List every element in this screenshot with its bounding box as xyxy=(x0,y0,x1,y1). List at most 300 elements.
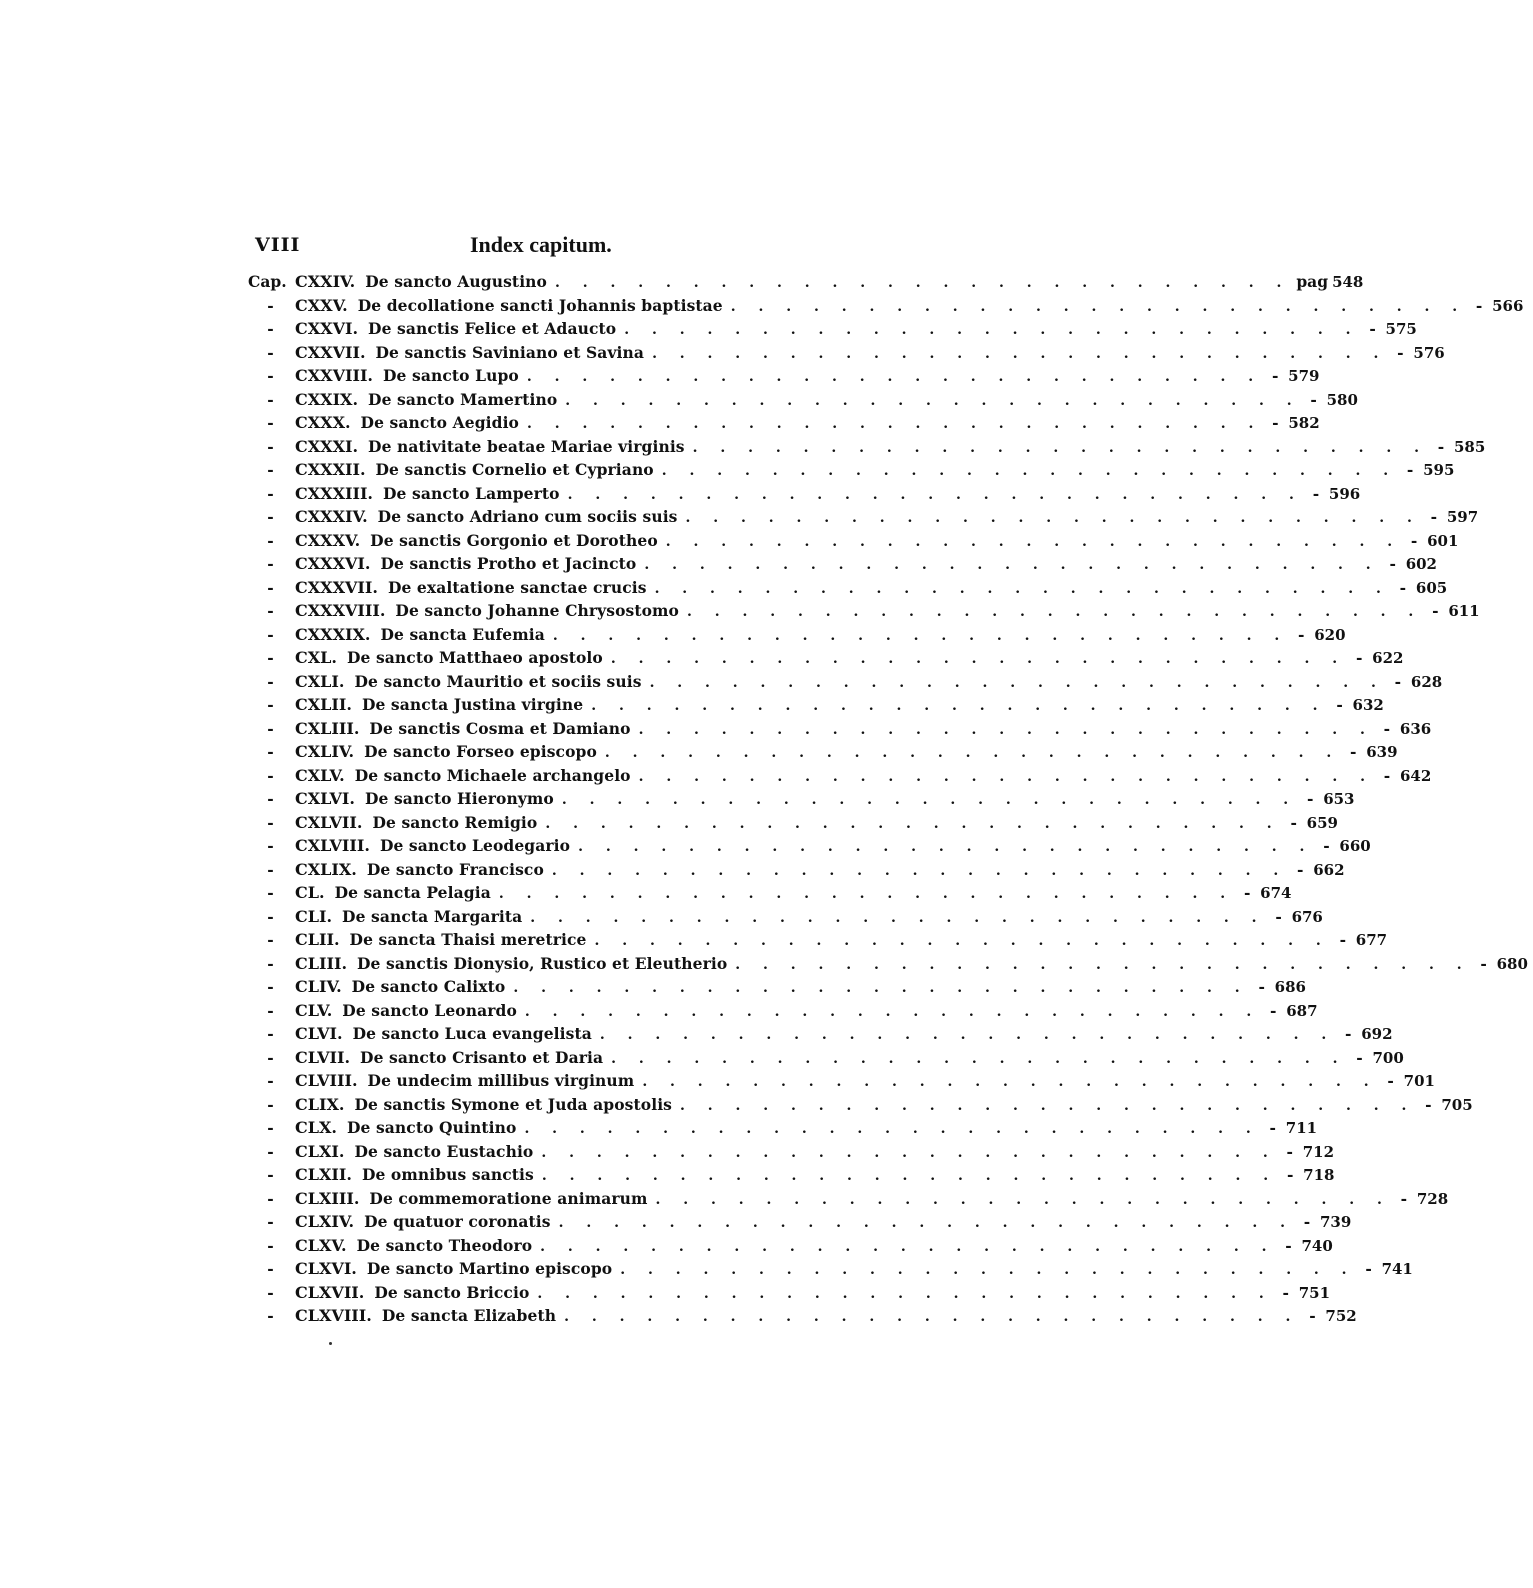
page-number: 712 xyxy=(1302,1142,1335,1161)
entry-lead: - xyxy=(267,1118,274,1137)
page-number: 659 xyxy=(1306,813,1338,832)
page-number: 580 xyxy=(1326,390,1358,409)
ditto-dash: - xyxy=(1271,366,1279,385)
chapter-number: CXXXIX. xyxy=(295,624,371,644)
dot-leader: . . . . . . . . . . . . . . . . . . . . . . . . . . . xyxy=(604,745,1341,761)
entry-lead: - xyxy=(267,530,274,550)
entry-lead: - xyxy=(267,366,274,385)
ditto-dash: - xyxy=(1387,1071,1394,1090)
chapter-number: CLXIV. xyxy=(295,1212,355,1231)
dot-leader: . . . . . . . . . . . . . . . . . . . . . . . . . . . xyxy=(610,651,1347,667)
chapter-title: De sancto Lupo xyxy=(383,366,519,385)
toc-entry xyxy=(248,624,1346,649)
dot-leader: . . . . . . . . . . . . . . . . . . . . . . . . . . . xyxy=(638,768,1374,785)
page-number: 728 xyxy=(1416,1189,1449,1208)
toc-entry xyxy=(248,836,1371,860)
chapter-title: De sancto Eustachio xyxy=(354,1141,534,1161)
page-number: 632 xyxy=(1352,696,1384,714)
toc-entry xyxy=(248,530,1459,555)
toc-entry xyxy=(248,436,1486,461)
chapter-title: De sanctis Gorgonio et Dorotheo xyxy=(370,530,658,550)
ditto-dash: - xyxy=(1286,1141,1293,1161)
page-number: 692 xyxy=(1361,1025,1393,1043)
running-head xyxy=(255,232,845,258)
entry-lead: - xyxy=(267,1094,274,1114)
chapter-title: De sancto Theodoro xyxy=(356,1235,533,1255)
toc-entry xyxy=(248,342,1445,367)
page-number: 611 xyxy=(1448,602,1480,620)
ditto-dash: - xyxy=(1365,1259,1372,1278)
ditto-dash: - xyxy=(1397,342,1404,362)
chapter-number: CLXVI. xyxy=(295,1259,357,1278)
dot-leader: . . . . . . . . . . . . . . . . . . . . . . . . . . . xyxy=(686,604,1423,620)
page-number: 548 xyxy=(1332,273,1364,291)
chapter-number: CLIV. xyxy=(295,977,342,996)
ditto-dash: - xyxy=(1394,671,1402,691)
entry-lead: - xyxy=(267,1212,274,1231)
page-number: 579 xyxy=(1288,367,1320,385)
page-number: 718 xyxy=(1303,1166,1335,1184)
page-prefix: pag xyxy=(1296,272,1329,291)
table-of-contents xyxy=(248,272,1528,1330)
toc-entry xyxy=(248,906,1323,931)
chapter-number: CXLVII. xyxy=(295,812,363,832)
toc-entry xyxy=(248,460,1455,484)
page-number: 601 xyxy=(1427,531,1459,550)
toc-entry xyxy=(248,1165,1335,1189)
chapter-number: CLXV. xyxy=(295,1235,347,1255)
ditto-dash: - xyxy=(1306,789,1314,808)
dot-leader: . . . . . . . . . . . . . . . . . . . . . . . . . . . xyxy=(735,956,1471,973)
ditto-dash: - xyxy=(1290,812,1297,832)
ditto-dash: - xyxy=(1270,1000,1277,1020)
toc-entry xyxy=(248,648,1404,672)
chapter-title: De sancto Augustino xyxy=(365,272,547,291)
dot-leader: . . . . . . . . . . . . . . . . . . . . . . . . . . . xyxy=(564,1309,1300,1325)
ditto-dash: - xyxy=(1400,1188,1408,1208)
toc-entry xyxy=(248,577,1448,602)
dot-leader: . . . . . . . . . . . . . . . . . . . . . . . . . . . xyxy=(524,1003,1261,1020)
chapter-title: De sanctis Saviniano et Savina xyxy=(375,342,645,362)
ditto-dash: - xyxy=(1432,601,1439,620)
ditto-dash: - xyxy=(1303,1212,1311,1231)
chapter-number: CXXXI. xyxy=(295,436,359,456)
page-number: 739 xyxy=(1319,1213,1352,1231)
ditto-dash: - xyxy=(1336,695,1343,714)
entry-lead: - xyxy=(267,930,274,949)
chapter-number: CLVI. xyxy=(295,1024,343,1043)
chapter-title: De sancta Pelagia xyxy=(334,883,491,902)
dot-leader: . . . . . . . . . . . . . . . . . . . . . . . . . . . xyxy=(541,1168,1278,1184)
entry-lead: - xyxy=(267,342,274,362)
page-number: 596 xyxy=(1328,484,1361,503)
dot-leader: . . . . . . . . . . . . . . . . . . . . . . . . . . . xyxy=(513,980,1249,996)
chapter-title: De sancto Aegidio xyxy=(360,413,519,432)
chapter-number: CXXXV. xyxy=(295,530,361,550)
chapter-title: De sancta Eufemia xyxy=(380,624,545,644)
entry-lead: - xyxy=(267,695,274,714)
chapter-number: CXLI. xyxy=(295,671,345,691)
chapter-title: De sanctis Cosma et Damiano xyxy=(369,718,631,738)
chapter-title: De sancta Thaisi meretrice xyxy=(349,930,587,949)
page-number: 653 xyxy=(1323,790,1355,808)
chapter-number: CXXXIV. xyxy=(295,507,368,526)
toc-entry xyxy=(248,483,1361,508)
ditto-dash: - xyxy=(1350,742,1357,761)
page-number: 705 xyxy=(1441,1095,1473,1114)
chapter-title: De sancta Elizabeth xyxy=(381,1306,557,1325)
toc-entry xyxy=(248,1235,1333,1260)
chapter-title: De sancto Briccio xyxy=(374,1282,530,1302)
toc-entry xyxy=(248,671,1443,696)
toc-entry xyxy=(248,883,1292,907)
toc-entry xyxy=(248,1188,1449,1213)
ditto-dash: - xyxy=(1243,883,1251,902)
ditto-dash: - xyxy=(1339,930,1347,949)
ditto-dash: - xyxy=(1389,554,1396,573)
dot-leader: . . . . . . . . . . . . . . . . . . . . . . . . . . . xyxy=(730,298,1467,315)
ditto-dash: - xyxy=(1406,460,1414,479)
entry-lead: - xyxy=(267,624,274,644)
toc-entry xyxy=(248,1212,1352,1236)
chapter-title: De sancto Mamertino xyxy=(368,389,558,409)
toc-entry xyxy=(248,812,1338,837)
dot-leader: . . . . . . . . . . . . . . . . . . . . . . . . . . . xyxy=(526,369,1263,385)
entry-lead: - xyxy=(267,1165,274,1184)
ditto-dash: - xyxy=(1425,1094,1432,1114)
chapter-number: CXLVI. xyxy=(295,789,355,808)
page-number: 622 xyxy=(1372,649,1404,667)
page-number: 575 xyxy=(1385,320,1417,338)
chapter-number: CXXVI. xyxy=(295,319,359,338)
toc-entry xyxy=(248,695,1384,719)
dot-leader: . . . . . . . . . . . . . . . . . . . . . . . . . . . xyxy=(537,1285,1273,1302)
chapter-title: De nativitate beatae Mariae virginis xyxy=(368,436,685,456)
entry-lead: - xyxy=(267,883,274,902)
entry-lead: - xyxy=(267,1235,274,1255)
chapter-number: CLIII. xyxy=(295,953,348,973)
entry-lead: - xyxy=(267,977,274,996)
chapter-title: De sancto Francisco xyxy=(366,859,544,879)
dot-leader: . . . . . . . . . . . . . . . . . . . . . . . . . . . xyxy=(498,886,1235,902)
ditto-dash: - xyxy=(1430,507,1438,526)
entry-lead: - xyxy=(267,718,274,738)
page-number: 676 xyxy=(1291,907,1323,926)
chapter-number: CLXIII. xyxy=(295,1188,360,1208)
entry-lead: - xyxy=(267,295,274,315)
dot-leader: . . . . . . . . . . . . . . . . . . . . . . . . . . . xyxy=(611,1050,1347,1067)
page-number: 620 xyxy=(1314,625,1346,644)
chapter-title: De sancto Matthaeo apostolo xyxy=(346,648,603,667)
folio-number: VIII xyxy=(255,234,301,256)
page-number: 711 xyxy=(1285,1119,1318,1137)
dot-leader: . . . . . . . . . . . . . . . . . . . . . . . . . . . xyxy=(644,557,1380,573)
chapter-title: De sancta Justina virgine xyxy=(361,695,584,714)
dot-leader: . . . . . . . . . . . . . . . . . . . . . . . . . . . xyxy=(558,1215,1294,1231)
page-number: 686 xyxy=(1274,978,1306,996)
chapter-number: CXXXIII. xyxy=(295,483,373,503)
entry-lead: - xyxy=(267,1188,274,1208)
chapter-number: CXLII. xyxy=(295,695,352,714)
dot-leader: . . . . . . . . . . . . . . . . . . . . . . . . . . . xyxy=(524,1121,1260,1137)
entry-lead: - xyxy=(267,436,274,456)
entry-lead: Cap. xyxy=(248,272,287,291)
page-number: 677 xyxy=(1355,931,1388,949)
toc-entry xyxy=(248,413,1320,437)
toc-entry xyxy=(248,765,1432,790)
chapter-number: CXLIX. xyxy=(295,859,357,879)
entry-lead: - xyxy=(267,906,274,926)
ditto-dash: - xyxy=(1286,1165,1294,1184)
entry-lead: - xyxy=(267,554,274,573)
toc-entry xyxy=(248,718,1432,743)
dot-leader: . . . . . . . . . . . . . . . . . . . . . . . . . . . xyxy=(578,839,1314,855)
chapter-number: CLVII. xyxy=(295,1047,351,1067)
entry-lead: - xyxy=(267,1141,274,1161)
entry-lead: - xyxy=(267,483,274,503)
dot-leader: . . . . . . . . . . . . . . . . . . . . . . . . . . . xyxy=(638,721,1374,738)
toc-entry xyxy=(248,507,1479,531)
page-number: 687 xyxy=(1286,1001,1318,1020)
dot-leader: . . . . . . . . . . . . . . . . . . . . . . . . . . . xyxy=(599,1027,1336,1043)
entry-lead: - xyxy=(267,742,274,761)
chapter-number: CLXVII. xyxy=(295,1282,365,1302)
chapter-title: De exaltatione sanctae crucis xyxy=(387,577,647,597)
chapter-number: CXXX. xyxy=(295,413,351,432)
chapter-number: CXLIV. xyxy=(295,742,355,761)
chapter-number: CXXIX. xyxy=(295,389,359,409)
ditto-dash: - xyxy=(1258,977,1265,996)
ditto-dash: - xyxy=(1272,413,1279,432)
ink-speck xyxy=(329,1342,332,1345)
chapter-title: De sancto Luca evangelista xyxy=(352,1024,592,1043)
chapter-title: De sancto Johanne Chrysostomo xyxy=(395,601,679,620)
ditto-dash: - xyxy=(1312,483,1320,503)
dot-leader: . . . . . . . . . . . . . . . . . . . . . . . . . . . xyxy=(594,933,1330,949)
page-number: 602 xyxy=(1405,555,1437,573)
toc-entry xyxy=(248,1024,1393,1048)
entry-lead: - xyxy=(267,1259,274,1278)
entry-lead: - xyxy=(267,577,274,597)
entry-lead: - xyxy=(267,1282,274,1302)
chapter-number: CXXXVI. xyxy=(295,554,371,573)
dot-leader: . . . . . . . . . . . . . . . . . . . . . . . . . . . xyxy=(567,486,1303,503)
page-title: Index capitum. xyxy=(470,232,612,257)
toc-entry xyxy=(248,554,1437,578)
entry-lead: - xyxy=(267,460,274,479)
dot-leader: . . . . . . . . . . . . . . . . . . . . . . . . . . . xyxy=(642,1074,1378,1090)
page-number: 680 xyxy=(1496,954,1528,973)
dot-leader: . . . . . . . . . . . . . . . . . . . . . . . . . . . xyxy=(540,1238,1276,1255)
dot-leader: . . . . . . . . . . . . . . . . . . . . . . . . . . . xyxy=(527,416,1263,432)
entry-lead: - xyxy=(267,413,274,432)
toc-entry xyxy=(248,295,1524,320)
chapter-title: De sancto Leodegario xyxy=(379,836,571,855)
ditto-dash: - xyxy=(1399,577,1407,597)
chapter-title: De sancto Crisanto et Daria xyxy=(360,1047,604,1067)
toc-entry xyxy=(248,859,1345,884)
toc-entry xyxy=(248,742,1398,766)
ditto-dash: - xyxy=(1355,648,1363,667)
entry-lead: - xyxy=(267,389,274,409)
toc-entry xyxy=(248,1306,1357,1330)
chapter-number: CXXXII. xyxy=(295,460,366,479)
page-number: 597 xyxy=(1446,508,1479,526)
chapter-number: CXLVIII. xyxy=(295,836,370,855)
toc-entry xyxy=(248,1000,1318,1025)
ditto-dash: - xyxy=(1323,836,1330,855)
ditto-dash: - xyxy=(1275,906,1282,926)
toc-entry xyxy=(248,272,1364,296)
ditto-dash: - xyxy=(1285,1235,1292,1255)
ditto-dash: - xyxy=(1269,1118,1276,1137)
toc-entry xyxy=(248,1071,1435,1095)
dot-leader: . . . . . . . . . . . . . . . . . . . . . . . . . . . xyxy=(545,815,1281,832)
dot-leader: . . . . . . . . . . . . . . . . . . . . . . . . . . . xyxy=(655,1191,1391,1208)
chapter-number: CXL. xyxy=(295,648,337,667)
chapter-number: CLV. xyxy=(295,1000,333,1020)
page-number: 752 xyxy=(1325,1307,1357,1325)
entry-lead: - xyxy=(267,648,274,667)
page-number: 576 xyxy=(1413,343,1445,362)
chapter-number: CXXVII. xyxy=(295,342,366,362)
page-number: 741 xyxy=(1381,1260,1413,1278)
dot-leader: . . . . . . . . . . . . . . . . . . . . . . . . . . . xyxy=(624,322,1360,338)
entry-lead: - xyxy=(267,1000,274,1020)
chapter-title: De sanctis Symone et Juda apostolis xyxy=(354,1094,673,1114)
toc-entry xyxy=(248,1118,1318,1142)
dot-leader: . . . . . . . . . . . . . . . . . . . . . . . . . . . xyxy=(685,510,1421,526)
entry-lead: - xyxy=(267,1047,274,1067)
chapter-title: De undecim millibus virginum xyxy=(367,1071,635,1090)
entry-lead: - xyxy=(267,1024,274,1043)
ditto-dash: - xyxy=(1475,295,1483,315)
chapter-title: De sancto Leonardo xyxy=(342,1000,517,1020)
ditto-dash: - xyxy=(1437,436,1445,456)
chapter-title: De sancta Margarita xyxy=(342,906,523,926)
dot-leader: . . . . . . . . . . . . . . . . . . . . . . . . . . . xyxy=(661,463,1398,479)
entry-lead: - xyxy=(267,789,274,808)
dot-leader: . . . . . . . . . . . . . . . . . . . . . . . . . . . xyxy=(561,792,1298,808)
chapter-number: CLXII. xyxy=(295,1165,352,1184)
dot-leader: . . . . . . . . . . . . . . . . . . . . . . . . . . . xyxy=(680,1097,1416,1114)
ditto-dash: - xyxy=(1356,1047,1363,1067)
dot-leader: . . . . . . . . . . . . . . . . . . . . . . . . . . . xyxy=(551,862,1288,879)
chapter-number: CLXI. xyxy=(295,1141,345,1161)
page-number: 636 xyxy=(1399,719,1432,738)
toc-entry xyxy=(248,1259,1413,1283)
ditto-dash: - xyxy=(1297,624,1305,644)
chapter-number: CXXXVIII. xyxy=(295,601,386,620)
toc-entry xyxy=(248,789,1355,813)
chapter-title: De sancto Calixto xyxy=(351,977,506,996)
toc-entry xyxy=(248,1094,1473,1119)
toc-entry xyxy=(248,366,1320,390)
page-number: 660 xyxy=(1339,837,1371,855)
chapter-title: De sancto Martino episcopo xyxy=(366,1259,613,1278)
chapter-title: De sancto Adriano cum sociis suis xyxy=(377,507,678,526)
page-number: 700 xyxy=(1372,1048,1404,1067)
toc-entry xyxy=(248,977,1306,1001)
dot-leader: . . . . . . . . . . . . . . . . . . . . . . . . . . . xyxy=(591,698,1327,714)
ditto-dash: - xyxy=(1369,319,1376,338)
chapter-number: CXXV. xyxy=(295,295,348,315)
toc-entry xyxy=(248,319,1417,343)
chapter-number: CXXXVII. xyxy=(295,577,378,597)
chapter-number: CL. xyxy=(295,883,325,902)
page-number: 605 xyxy=(1415,578,1448,597)
page-number: 642 xyxy=(1399,766,1432,785)
ditto-dash: - xyxy=(1344,1024,1352,1043)
toc-entry xyxy=(248,930,1388,954)
chapter-title: De sancto Remigio xyxy=(372,812,538,832)
page-number: 662 xyxy=(1313,860,1345,879)
entry-lead: - xyxy=(267,1071,274,1090)
entry-lead: - xyxy=(267,319,274,338)
ditto-dash: - xyxy=(1383,765,1391,785)
page-number: 566 xyxy=(1492,296,1524,315)
dot-leader: . . . . . . . . . . . . . . . . . . . . . . . . . . . xyxy=(692,439,1428,456)
dot-leader: . . . . . . . . . . . . . . . . . . . . . . . . . . . xyxy=(665,533,1402,550)
entry-lead: - xyxy=(267,507,274,526)
ditto-dash: - xyxy=(1309,1306,1316,1325)
toc-entry xyxy=(248,601,1480,625)
page-number: 595 xyxy=(1423,461,1455,479)
ditto-dash: - xyxy=(1410,530,1418,550)
page-number: 582 xyxy=(1288,414,1320,432)
page-number: 701 xyxy=(1403,1072,1435,1090)
dot-leader: . . . . . . . . . . . . . . . . . . . . . . . . . . . xyxy=(654,580,1390,597)
dot-leader: . . . . . . . . . . . . . . . . . . . . . . . . . . . xyxy=(649,674,1385,691)
toc-entry xyxy=(248,389,1358,414)
chapter-number: CLII. xyxy=(295,930,340,949)
dot-leader: . . . . . . . . . . . . . . . . . . . . . . . . . . . xyxy=(552,627,1289,644)
dot-leader: . . . . . . . . . . . . . . . . . . . . . . . . . . . xyxy=(652,345,1388,362)
dot-leader: . . . . . . . . . . . . . . . . . . . . . . . . . . . xyxy=(530,909,1266,926)
chapter-title: De sanctis Cornelio et Cypriano xyxy=(375,460,654,479)
page-number: 628 xyxy=(1410,672,1443,691)
ditto-dash: - xyxy=(1480,953,1487,973)
chapter-title: De sancto Hieronymo xyxy=(364,789,554,808)
entry-lead: - xyxy=(267,859,274,879)
toc-entry xyxy=(248,1047,1404,1072)
dot-leader: . . . . . . . . . . . . . . . . . . . . . . . . . . . xyxy=(541,1144,1277,1161)
chapter-title: De commemoratione animarum xyxy=(369,1188,648,1208)
chapter-number: CLVIII. xyxy=(295,1071,358,1090)
entry-lead: - xyxy=(267,953,274,973)
chapter-title: De sanctis Dionysio, Rustico et Eleutherio xyxy=(357,953,728,973)
toc-entry xyxy=(248,1141,1335,1166)
ditto-dash: - xyxy=(1282,1282,1289,1302)
chapter-title: De sanctis Felice et Adaucto xyxy=(368,319,617,338)
entry-lead: - xyxy=(267,671,274,691)
chapter-title: De sancto Mauritio et sociis suis xyxy=(354,671,642,691)
chapter-number: CLI. xyxy=(295,906,333,926)
page-number: 740 xyxy=(1301,1236,1333,1255)
page-number: 751 xyxy=(1298,1283,1331,1302)
chapter-title: De sancto Forseo episcopo xyxy=(364,742,597,761)
entry-lead: - xyxy=(267,836,274,855)
dot-leader: . . . . . . . . . . . . . . . . . . . . . . . . . . . xyxy=(555,275,1291,291)
chapter-number: CLX. xyxy=(295,1118,337,1137)
entry-lead: - xyxy=(267,1306,274,1325)
dot-leader: . . . . . . . . . . . . . . . . . . . . . . . . . . . xyxy=(565,392,1301,409)
ditto-dash: - xyxy=(1383,718,1391,738)
chapter-number: CXLV. xyxy=(295,765,345,785)
page-number: 639 xyxy=(1366,743,1398,761)
toc-entry xyxy=(248,953,1528,978)
chapter-title: De sanctis Protho et Jacincto xyxy=(380,554,637,573)
